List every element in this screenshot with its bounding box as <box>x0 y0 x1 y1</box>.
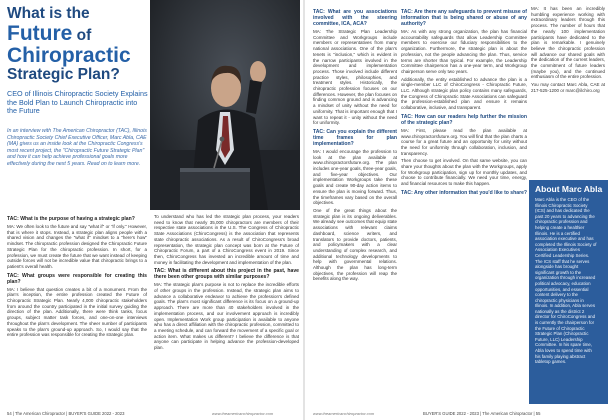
answer-5-continued: One of the great things about the strategic plan is its ongoing deliverables. We already see outcomes that equip state associations with relevant claims dashboard, science writers, and translators to provide doctors, patients, and policymakers with a clear understanding of complex research, and additional technology developments to help with governmental relations. Although the plan has long-term objectives, the profession will reap the benefits along the way. <box>313 207 397 282</box>
footer-right: BUYER'S GUIDE 2022 - 2023 | The American Chiropractor | 55 <box>423 411 541 416</box>
footer-url-left: www.theamericanchiropractor.com <box>212 411 274 416</box>
answer-8: MA: It has been an incredibly humbling experience working with extraordinary leaders through this process. The number of hours that the nearly 100 implementation participants have dedicated to the plan is remarkable. I genuinely believe the chiropractic profession will advance our shared goals with the dedication of the current leaders, the commitment of future leaders (maybe you), and the continued enthusiasm of the entire profession. <box>531 6 605 80</box>
answer-7: MA: First, please read the plan available at www.chiropractorsfuture.org. You will find that the plan charts a course for a great future and an opportunity for unity without the need for uniformity through collaboration, inclusion, and transparency. <box>401 127 527 156</box>
left-page <box>0 0 303 420</box>
background-paragraph: To understand who has led the strategic plan process, your readers need to know that nearly 35,000 chiropractors are members of their respective state associations in the U.S. The Congress of Chiropractic State Associations (ChiroCongress) is the association that represents state chiropractic associations. As a result of ChiroCongress's broad representation, the strategic plan concept was born at the Future of Chiropractic Forum, a part of a ChiroCongress event in 2019. Since then, ChiroCongress has invested an incredible amount of time and money in facilitating the development and implementation of the plan. <box>154 214 299 265</box>
left-column-2 <box>154 214 299 404</box>
answer-4: MA: The Strategic Plan Leadership Committee and Workgroups include members or representatives from many national associations. One of the plan's tenets is "inclusion," which is evident in the narrow participants involved in the development and implementation process. Those involved include different practice styles, philosophies, and treatment styles. Historically, the chiropractic profession focuses on our differences. However, the plan focuses on finding common ground and is advancing a mindset of unity without the need for uniformity. That is important enough that I want to repeat it - unity without the need for uniformity. <box>313 29 397 126</box>
left-column-1 <box>7 213 147 403</box>
footer-left: 54 | The American Chiropractor | BUYER'S GUIDE 2022 - 2023 <box>7 411 125 416</box>
title-line-2: Future <box>7 21 73 45</box>
answer-6: MA: As with any strong organization, the plan has financial accountability safeguards that allow Leadership Committee members to exercise our fiduciary responsibilities to the organization. Furthermore, the strategic plan is about the profession, not the people advancing the plan. Thus, service terms are shorter than typical. For example, the Leadership Committee chairperson has a one-year term, and Workgroup chairperson serve only two years. <box>401 29 527 74</box>
answer-2: MA: I believe that question creates a bit of a monument. From the plan's inception, the entire profession created the Future of Chiropractic Strategic Plan. Nearly 4,000 chiropractic stakeholders from around the country participated in the initial survey guiding the direction of the plan. Additionally, there were think tanks, focus groups, subject matter task forces, and one-on-one interviews throughout the plan's development. The sheer number of participants speaks to the plan's ground-up approach. So, I would say that the entire profession was responsible for creating the strategic plan. <box>7 286 147 338</box>
question-3: TAC: What is different about this project in the past, have there been other groups with similar purposes? <box>154 268 299 281</box>
about-sidebar <box>529 180 608 404</box>
answer-6-continued: Additionally, the entity established to advance the plan is a single-member LLC of ChiroCongress - Chiropractic Future, LLC. Although strategic plan policy contains many safeguards, the Congress of Chiropractic State Associations can safeguard the profession-established plan and ensure it remains collaborative, inclusive, and transparent. <box>401 76 527 111</box>
question-7: TAC: How can our readers help further the mission of the strategic plan? <box>401 113 527 126</box>
title-line-4: Chiropractic <box>7 43 131 67</box>
question-8: TAC: Any other information that you'd like to share? <box>401 189 528 196</box>
speaker-photo-image <box>150 0 300 210</box>
title-line-1: What is the <box>7 5 90 22</box>
question-1: TAC: What is the purpose of having a strategic plan? <box>7 216 135 222</box>
right-column-2 <box>401 6 527 406</box>
article-subtitle: CEO of Illinois Chiropractic Society Explains the Bold Plan to Launch Chiropractic into the Future <box>7 89 148 116</box>
question-4: TAC: What are you associations involved with the steering committee, ICA, ACA? <box>313 9 397 27</box>
answer-1: MA: We often look to the future and say "what if" or "if only." However, that is where it stops. Instead, a strategic plan aligns people with a shared vision and changes the "what if" mindset to a "here's how" mindset. The chiropractic profession designed the Chiropractic Future Strategic Plan for the chiropractic profession. In short, for a profession, we must create the future that we want instead of keeping outside forces will not be incredible value that chiropractic brings to a patient's overall health. <box>7 224 147 269</box>
article-title <box>7 6 147 83</box>
contact-info: You may contact Marc Abla, CAE at 217-525-1200 or marc@ilchiro.org <box>531 82 605 93</box>
question-2: TAC: What groups were responsible for creating this plan? <box>7 272 147 285</box>
speaker-photo <box>150 0 300 210</box>
answer-3: MA: The strategic plan's purpose is not to replace the incredible efforts of other groups in the profession. Instead, the strategic plan aims to advance a collaborative endeavor to achieve the profession's defined goals. The plan's most significant difference is its focus on a ground-up approach. There are more than 40 stakeholders involved in the implementation process, and our involvement approach is incredibly open. Implementation Work group participation is available to anyone who has a direct affiliation with the chiropractic profession, committed to a meeting schedule, and can forward the movement of a specific goal or action item. What makes us different? I believe the difference is that anyone can participate in helping advance the profession-developed plan. <box>154 282 299 351</box>
question-6: TAC: Are there any safeguards to prevent misuse of information that is being shared or abuse of any authority? <box>401 9 527 27</box>
title-line-5: Strategic Plan? <box>7 65 120 83</box>
question-5: TAC: Can you explain the different time frames for plan implementation? <box>313 128 397 147</box>
answer-5: MA: I would encourage the profession to look at the plan available at www.chiropractorsfuture.org. The plan includes one-year goals, three-year goals, and five-year objectives. Our implementation Workgroups take these goals and create 90-day action items to ensure the plan is moving forward. Thus, the timeframes vary based on the overall objectives. <box>313 148 397 206</box>
about-body: Marc Abla is the CEO of the Illinois Chiropractic Society (ICS) and has dedicated the past 20 years to advancing the chiropractic profession and helping create a healthier Illinois. He is a certified association executive and has completed the Illinois Society of Association Executives Certified Leadership Series. The ICS staff that he serves alongside has brought significant growth to the organization through increased political advocacy, education opportunities, and essential content delivery to the chiropractic physicians in Illinois. In addition, Abla serves nationally as the district 2 director for ChiroCongress and is currently the chairperson for the Future of Chiropractic Strategic Plan (Chiropractic Future, LLC) Leadership Committee. In his spare time, Abla loves to spend time with his family playing abstract tabletop games. <box>535 197 597 365</box>
right-column-1 <box>313 6 397 406</box>
article-intro: In an interview with The American Chiropractor (TAC), Illinois Chiropractic Society Chief Executive Officer, Marc Abla, CAE (MA) gives us an inside look at the Chiropractic Congress's most recent project, the "Chiropractic Future Strategic Plan" and how it can help achieve professional goals more effectively during the next 5 years. Read on to learn more. <box>7 128 147 167</box>
right-page <box>305 0 608 420</box>
answer-7-continued: Then choose to get involved. On that same website, you can share your thoughts about the plan with the Workgroups, apply for Workgroup participation, sign up for monthly updates, and choose to contribute financially. We need your time, energy, and financial resources to make this happen. <box>401 158 527 187</box>
title-line-3: of <box>76 26 92 44</box>
about-title: About Marc Abla <box>535 184 603 194</box>
right-column-3 <box>531 6 605 178</box>
footer-url-right: www.theamericanchiropractor.com <box>313 411 375 416</box>
